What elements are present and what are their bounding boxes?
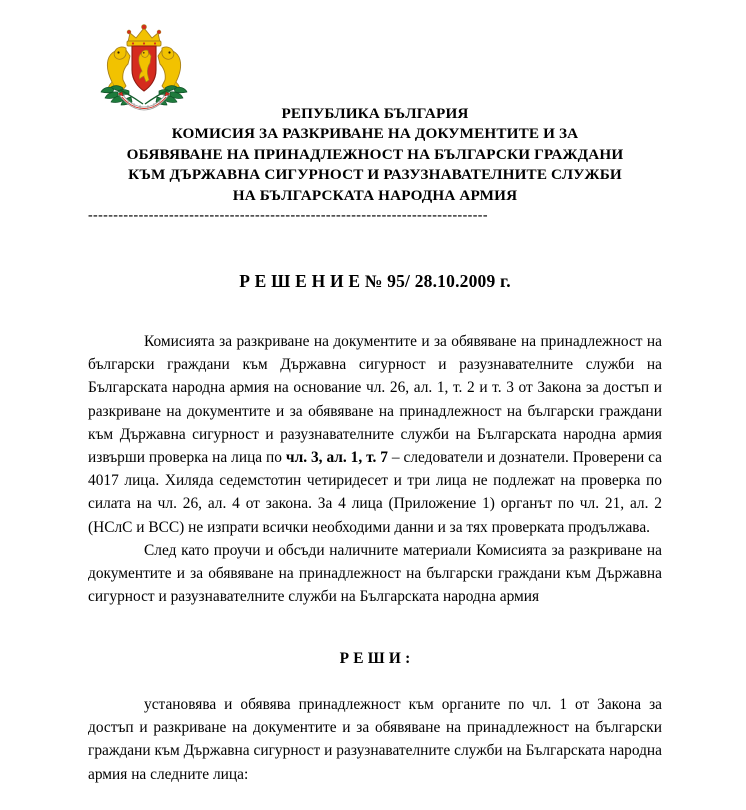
- document-body: [88, 330, 662, 608]
- header-line-2: КОМИСИЯ ЗА РАЗКРИВАНЕ НА ДОКУМЕНТИТЕ И ЗА: [171, 125, 579, 143]
- header-line-3: ОБЯВЯВАНЕ НА ПРИНАДЛЕЖНОСТ НА БЪЛГАРСКИ ГРАЖДАНИ: [126, 145, 624, 163]
- document-header: [88, 104, 662, 206]
- paragraph-intro-part-1: Комисията за разкриване на документите и за обявяване на принадлежност на български граждани към Държавна сигурност и разузнавателните служби на Българската народна армия на основание чл. 26, ал. 1, т. 2 и т. 3 от Закона за достъп и разкриване на документите и за обявяване на принадлежност на български граждани към Държавна сигурност и разузнавателните служби на Българската народна армия извърши проверка на лица по: [88, 333, 662, 467]
- header-line-1: РЕПУБЛИКА БЪЛГАРИЯ: [281, 105, 469, 122]
- paragraph-intro-part-2: – следователи и дознатели. Проверени са 4017 лица. Хиляда седемстотин четиридесет и три лица не подлежат на проверка по силата на чл. 26, ал. 4 от закона. За 4 лица (Приложение 1) органът по чл. 21, ал. 2 (НСлС и ВСС) не изпрати всички необходими данни и за тях проверката продължава.: [88, 449, 662, 536]
- paragraph-review: След като проучи и обсъди наличните материали Комисията за разкриване на документите и за обявяване на принадлежност на български граждани към Държавна сигурност и разузнавателните служби на Българската народна армия: [88, 541, 662, 606]
- document-closing: [88, 693, 662, 786]
- legal-reference-bold: чл. 3, ал. 1, т. 7: [285, 449, 388, 467]
- paragraph-intro: [88, 330, 662, 539]
- page-title: Р Е Ш Е Н И Е № 95/ 28.10.2009 г.: [239, 271, 511, 291]
- coat-of-arms-icon: [96, 24, 192, 112]
- header-line-5: НА БЪЛГАРСКАТА НАРОДНА АРМИЯ: [232, 186, 518, 204]
- resolve-heading: Р Е Ш И :: [339, 650, 411, 667]
- header-line-4: КЪМ ДЪРЖАВНА СИГУРНОСТ И РАЗУЗНАВАТЕЛНИТЕ СЛУЖБИ: [128, 166, 622, 184]
- header-separator-rule: -------------------------------------------------------------------------------: [88, 209, 488, 223]
- paragraph-closing: установява и обявява принадлежност към органите по чл. 1 от Закона за достъп и разкриване на документите и за обявяване на принадлежност на български граждани към Държавна сигурност и разузнавателните служби на Българската народна армия на следните лица:: [88, 696, 662, 783]
